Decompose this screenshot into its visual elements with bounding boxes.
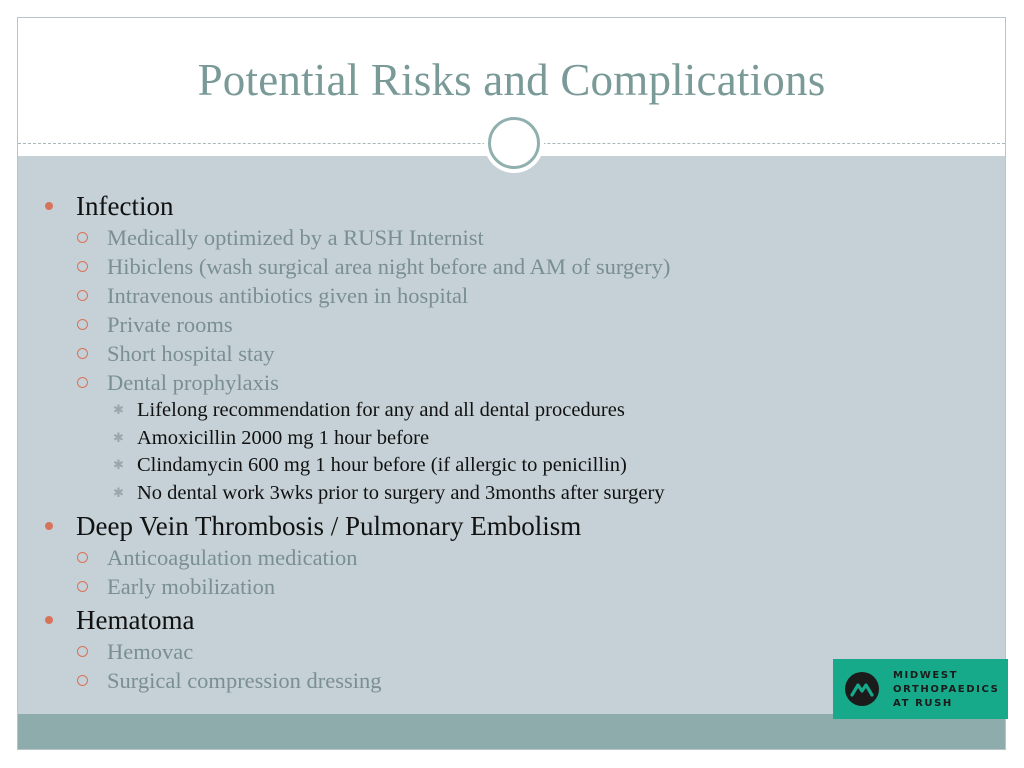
list-item-text: Hemovac	[107, 639, 194, 664]
list-item	[18, 339, 1005, 368]
bullet-ring-icon	[77, 319, 88, 330]
section-heading-infection	[18, 189, 1005, 223]
list-item-text: Short hospital stay	[107, 341, 275, 366]
sub-list-item	[18, 452, 1005, 480]
mountain-logo-icon	[845, 672, 879, 706]
bullet-ring-icon	[77, 581, 88, 592]
bullet-dot-icon	[45, 616, 53, 624]
list-item-text: Private rooms	[107, 312, 233, 337]
logo-line-2: ORTHOPAEDICS	[893, 684, 1000, 695]
list-item	[18, 223, 1005, 252]
list-item	[18, 281, 1005, 310]
bullet-ring-icon	[77, 552, 88, 563]
footer-band	[18, 714, 1005, 749]
list-item	[18, 543, 1005, 572]
bullet-star-icon: ✱	[113, 430, 124, 446]
list-item	[18, 310, 1005, 339]
section-heading-dvt-pe	[18, 509, 1005, 543]
sub-list-item-text: Clindamycin 600 mg 1 hour before (if allergic to penicillin)	[137, 454, 627, 476]
circle-ring	[488, 117, 540, 169]
sub-list-item	[18, 425, 1005, 453]
list-item	[18, 368, 1005, 397]
bullet-ring-icon	[77, 348, 88, 359]
bullet-ring-icon	[77, 232, 88, 243]
bullet-ring-icon	[77, 675, 88, 686]
logo-line-1: MIDWEST	[893, 670, 959, 681]
list-item	[18, 572, 1005, 601]
bullet-list	[18, 189, 1005, 695]
slide-title: Potential Risks and Complications	[197, 55, 826, 105]
bullet-star-icon: ✱	[113, 403, 124, 418]
midwest-orthopaedics-logo	[833, 659, 1008, 719]
list-item-text: Early mobilization	[107, 574, 276, 599]
section-heading-hematoma	[18, 603, 1005, 637]
sub-list-item	[18, 397, 1005, 425]
content-area	[18, 156, 1005, 716]
sub-list-item-text: Amoxicillin 2000 mg 1 hour before	[137, 426, 430, 449]
logo-line-3: AT RUSH	[893, 698, 953, 709]
section-heading-text: Deep Vein Thrombosis / Pulmonary Embolism	[76, 511, 582, 541]
slide	[17, 17, 1006, 750]
bullet-dot-icon	[45, 522, 53, 530]
bullet-star-icon: ✱	[113, 458, 124, 473]
bullet-ring-icon	[77, 290, 88, 301]
section-heading-text: Hematoma	[76, 605, 195, 635]
sub-list-item-text: Lifelong recommendation for any and all dental procedures	[137, 399, 625, 421]
bullet-ring-icon	[77, 646, 88, 657]
bullet-ring-icon	[77, 261, 88, 272]
list-item-text: Medically optimized by a RUSH Internist	[107, 225, 484, 250]
list-item-text: Anticoagulation medication	[107, 545, 358, 570]
list-item-text: Intravenous antibiotics given in hospital	[107, 283, 469, 308]
list-item-text: Dental prophylaxis	[107, 370, 279, 395]
list-item	[18, 252, 1005, 281]
sub-list-item	[18, 480, 1005, 508]
list-item-text: Surgical compression dressing	[107, 668, 382, 693]
bullet-ring-icon	[77, 377, 88, 388]
bullet-star-icon: ✱	[113, 485, 124, 501]
section-heading-text: Infection	[76, 191, 174, 221]
bullet-dot-icon	[45, 202, 53, 210]
divider-circle-ornament-icon	[484, 113, 544, 173]
sub-list-item-text: No dental work 3wks prior to surgery and 3months after surgery	[137, 481, 665, 504]
list-item-text: Hibiclens (wash surgical area night before and AM of surgery)	[107, 254, 671, 279]
logo-text	[893, 669, 1005, 711]
